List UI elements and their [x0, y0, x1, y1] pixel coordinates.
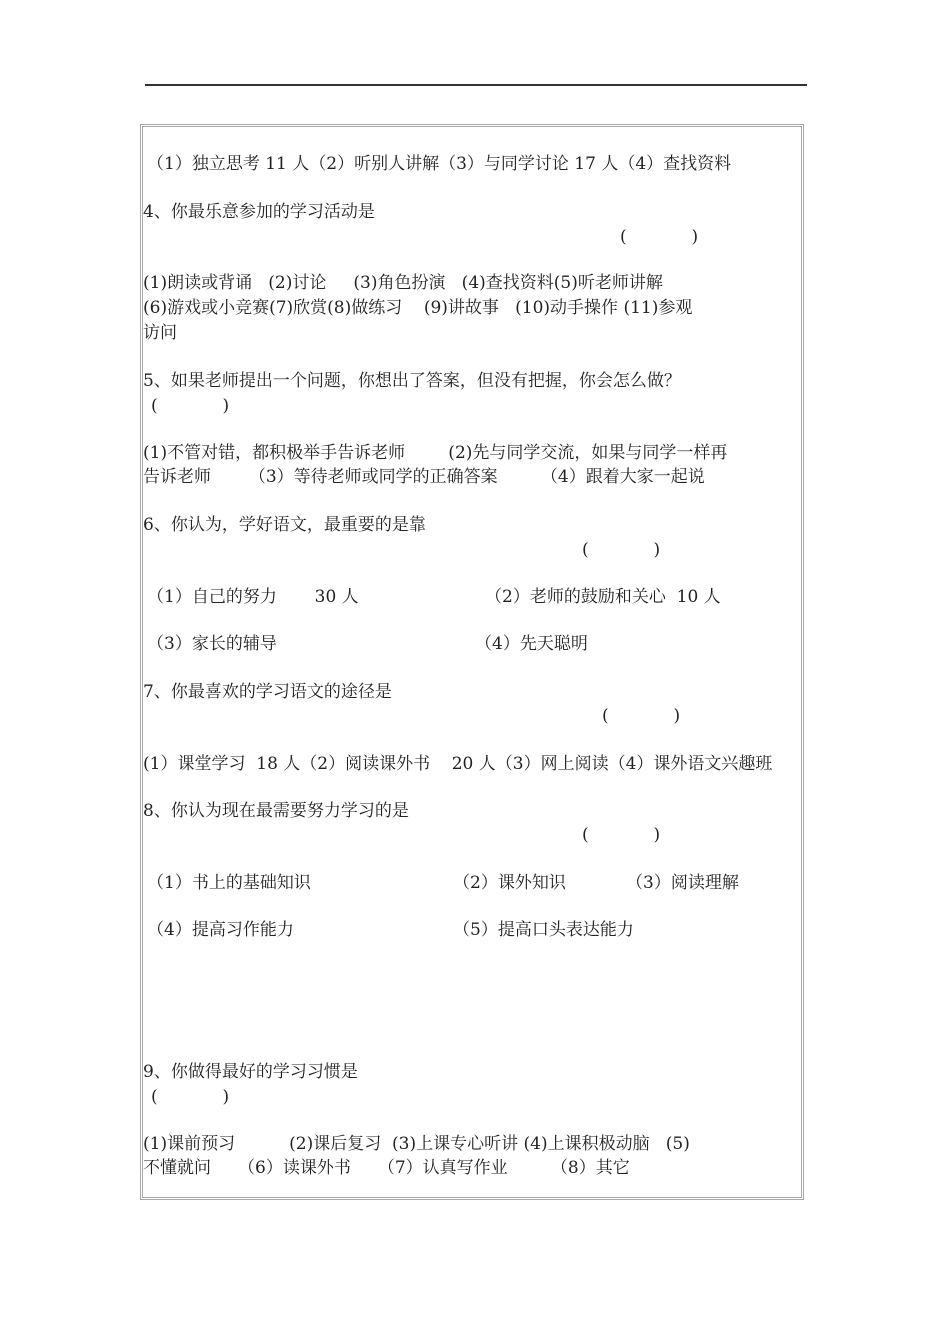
- q9-answer-paren: ( ): [151, 1087, 230, 1107]
- q7-options: (1）课堂学习 18 人（2）阅读课外书 20 人（3）网上阅读（4）课外语文兴趣班: [143, 754, 773, 774]
- q5-title: 5、如果老师提出一个问题，你想出了答案，但没有把握，你会怎么做？: [143, 371, 681, 391]
- q4-title: 4、你最乐意参加的学习活动是: [143, 202, 375, 222]
- q8-option-1: （1）书上的基础知识: [147, 873, 311, 893]
- q4-options-line3: 访问: [143, 323, 177, 343]
- header-rule: [145, 84, 807, 86]
- q9-options-line2: 不懂就问 （6）读课外书 （7）认真写作业 （8）其它: [143, 1158, 630, 1178]
- q4-answer-paren: ( ): [620, 227, 699, 247]
- q9-options-line1: (1)课前预习 (2)课后复习 (3)上课专心听讲 (4)上课积极动脑 (5): [143, 1134, 690, 1154]
- q6-answer-paren: ( ): [582, 540, 661, 560]
- q4-options-line2: (6)游戏或小竞赛(7)欣赏(8)做练习 (9)讲故事 (10)动手操作 (11)参观: [143, 298, 693, 318]
- q9-title: 9、你做得最好的学习习惯是: [143, 1062, 358, 1082]
- q5-answer-paren: ( ): [151, 396, 230, 416]
- q5-options-line1: (1)不管对错，都积极举手告诉老师 (2)先与同学交流，如果与同学一样再: [143, 443, 728, 463]
- q8-option-5: （5）提高口头表达能力: [453, 920, 634, 940]
- q6-option-1: （1）自己的努力 30 人: [147, 587, 359, 607]
- q3-options: （1）独立思考 11 人（2）听别人讲解（3）与同学讨论 17 人（4）查找资料: [147, 154, 732, 174]
- q6-title: 6、你认为，学好语文，最重要的是靠: [143, 515, 426, 535]
- q4-options-line1: (1)朗读或背诵 (2)讨论 (3)角色扮演 (4)查找资料(5)听老师讲解: [143, 273, 663, 293]
- q8-option-4: （4）提高习作能力: [147, 920, 294, 940]
- q8-option-3: （3）阅读理解: [626, 873, 739, 893]
- q7-title: 7、你最喜欢的学习语文的途径是: [143, 682, 392, 702]
- q8-title: 8、你认为现在最需要努力学习的是: [143, 801, 409, 821]
- q5-options-line2: 告诉老师 （3）等待老师或同学的正确答案 （4）跟着大家一起说: [143, 467, 705, 487]
- q6-option-4: （4）先天聪明: [475, 634, 588, 654]
- q6-option-3: （3）家长的辅导: [147, 634, 277, 654]
- q7-answer-paren: ( ): [602, 706, 681, 726]
- q8-answer-paren: ( ): [582, 825, 661, 845]
- q6-option-2: （2）老师的鼓励和关心 10 人: [485, 587, 721, 607]
- q8-option-2: （2）课外知识: [453, 873, 566, 893]
